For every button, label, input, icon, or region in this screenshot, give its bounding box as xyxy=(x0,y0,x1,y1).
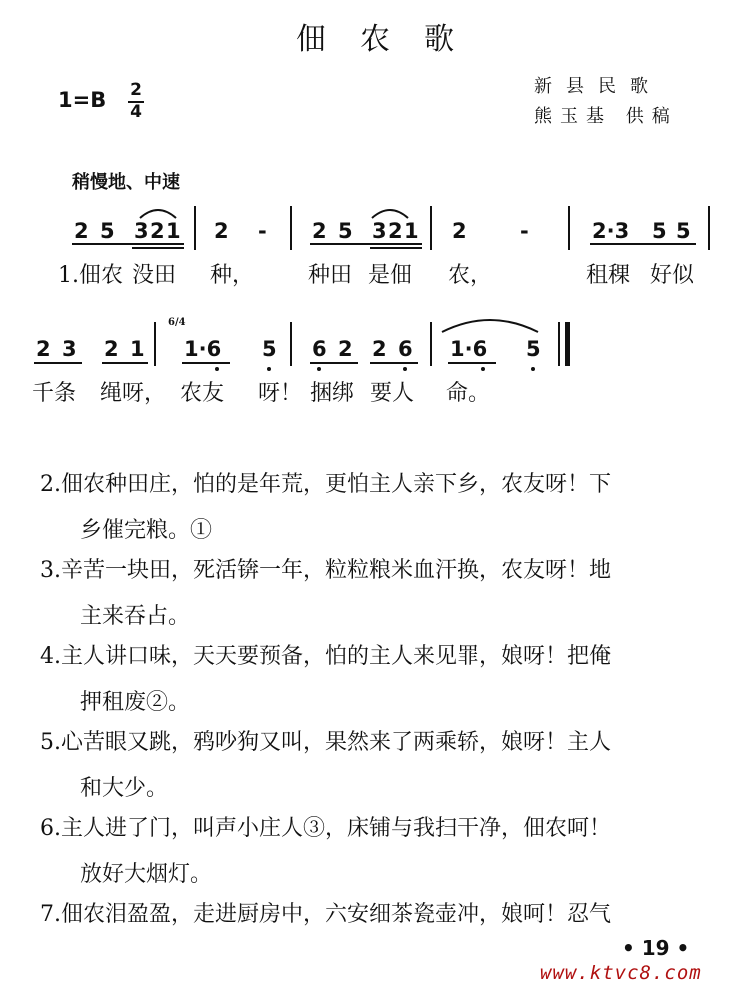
barline xyxy=(290,322,292,366)
beam-underline xyxy=(370,362,418,364)
slur-arc xyxy=(370,204,410,220)
beam-underline xyxy=(310,362,358,364)
note: 3 xyxy=(134,219,149,243)
source-credit: 新县民歌 xyxy=(534,76,662,97)
verse-number: 4. xyxy=(40,644,61,669)
note: 6 xyxy=(398,337,413,361)
verse-text: 佃农种田庄，怕的是年荒，更怕主人亲下乡，农友呀！下 xyxy=(61,472,612,497)
verse-text-cont: 押租废②。 xyxy=(80,690,191,715)
note: 1 xyxy=(166,219,181,243)
barline xyxy=(430,322,432,366)
low-octave-dot xyxy=(403,367,407,371)
note: 1·6 xyxy=(184,337,222,361)
verse-number: 5. xyxy=(40,730,61,755)
slur-arc xyxy=(138,204,178,220)
verse-text: 佃农泪盈盈，走进厨房中，六安细茶瓷壶冲，娘呵！忍气 xyxy=(61,902,612,927)
beam-underline xyxy=(310,243,422,245)
low-octave-dot xyxy=(215,367,219,371)
barline xyxy=(194,206,196,250)
meter-change: 6/4 xyxy=(168,317,186,328)
beam-underline xyxy=(34,362,82,364)
beam-underline xyxy=(590,243,696,245)
note: 2 xyxy=(388,219,403,243)
note: 2 xyxy=(452,219,467,243)
note: 2 xyxy=(214,219,229,243)
verse-number: 2. xyxy=(40,472,61,497)
beam-underline xyxy=(72,243,184,245)
lyric: 种， xyxy=(210,263,255,288)
beam-underline xyxy=(448,362,496,364)
verse-text-cont: 放好大烟灯。 xyxy=(80,862,213,887)
low-octave-dot xyxy=(531,367,535,371)
lyric: 要人 xyxy=(370,381,415,406)
verse-6 xyxy=(40,806,611,898)
note: 3 xyxy=(62,337,77,361)
note: 5 xyxy=(526,337,541,361)
lyric: 绳呀， xyxy=(100,381,167,406)
low-octave-dot xyxy=(481,367,485,371)
final-barline-thin xyxy=(558,322,560,366)
time-numerator: 2 xyxy=(130,80,142,100)
note: 3 xyxy=(372,219,387,243)
lyric: 租稞 xyxy=(586,263,631,288)
note: 5 xyxy=(100,219,115,243)
beam-underline xyxy=(132,247,184,249)
note: 1 xyxy=(130,337,145,361)
lyric: 捆绑 xyxy=(310,381,355,406)
barline xyxy=(568,206,570,250)
lyric: 命。 xyxy=(446,381,491,406)
tie-arc xyxy=(440,314,540,334)
lyric: 农， xyxy=(448,263,493,288)
note: 6 xyxy=(312,337,327,361)
verse-text-cont: 主来吞占。 xyxy=(80,604,191,629)
lyric: 是佃 xyxy=(368,263,413,288)
low-octave-dot xyxy=(267,367,271,371)
lyric: 1.佃农 xyxy=(58,263,123,288)
lyric: 好似 xyxy=(650,263,695,288)
lyric: 种田 xyxy=(308,263,353,288)
verse-text: 心苦眼又跳，鸦吵狗又叫，果然来了两乘轿，娘呀！主人 xyxy=(61,730,612,755)
time-signature xyxy=(128,82,144,121)
verse-7 xyxy=(40,892,611,938)
dash: - xyxy=(520,219,529,243)
barline xyxy=(290,206,292,250)
final-barline-thick xyxy=(565,322,570,366)
beam-underline xyxy=(182,362,230,364)
verse-3 xyxy=(40,548,611,640)
note: 2 xyxy=(372,337,387,361)
note: 2 xyxy=(338,337,353,361)
verse-number: 3. xyxy=(40,558,61,583)
barline xyxy=(154,322,156,366)
key-signature: 1=B xyxy=(58,88,107,112)
barline xyxy=(708,206,710,250)
time-denominator: 4 xyxy=(130,102,142,122)
lyric: 呀！ xyxy=(258,381,303,406)
verse-4 xyxy=(40,634,611,726)
contributor-credit: 熊玉基 供稿 xyxy=(534,106,678,127)
lyric: 农友 xyxy=(180,381,225,406)
page-number: • 19 • xyxy=(622,936,690,960)
note: 2 xyxy=(150,219,165,243)
barline xyxy=(430,206,432,250)
note: 2 xyxy=(74,219,89,243)
note: 5 xyxy=(652,219,667,243)
note: 1·6 xyxy=(450,337,488,361)
note: 5 xyxy=(676,219,691,243)
low-octave-dot xyxy=(317,367,321,371)
verse-2 xyxy=(40,462,611,554)
verse-5 xyxy=(40,720,611,812)
note: 2·3 xyxy=(592,219,630,243)
page-title: 佃农歌 xyxy=(296,22,488,57)
note: 2 xyxy=(312,219,327,243)
verse-number: 7. xyxy=(40,902,61,927)
dash: - xyxy=(258,219,267,243)
note: 5 xyxy=(262,337,277,361)
lyric: 千条 xyxy=(32,381,77,406)
note: 2 xyxy=(36,337,51,361)
beam-underline xyxy=(370,247,422,249)
lyric: 没田 xyxy=(132,263,177,288)
verse-text-cont: 乡催完粮。① xyxy=(80,518,213,543)
watermark: www.ktvc8.com xyxy=(540,962,702,984)
verse-number: 6. xyxy=(40,816,61,841)
note: 2 xyxy=(104,337,119,361)
verse-text: 辛苦一块田，死活锛一年，粒粒粮米血汗换，农友呀！地 xyxy=(61,558,612,583)
beam-underline xyxy=(102,362,148,364)
verse-text: 主人进了门，叫声小庄人③，床铺与我扫干净，佃农呵！ xyxy=(61,816,612,841)
verse-text: 主人讲口味，天天要预备，怕的主人来见罪，娘呀！把俺 xyxy=(61,644,612,669)
tempo-marking: 稍慢地、中速 xyxy=(72,172,180,193)
verse-text-cont: 和大少。 xyxy=(80,776,169,801)
note: 1 xyxy=(404,219,419,243)
note: 5 xyxy=(338,219,353,243)
